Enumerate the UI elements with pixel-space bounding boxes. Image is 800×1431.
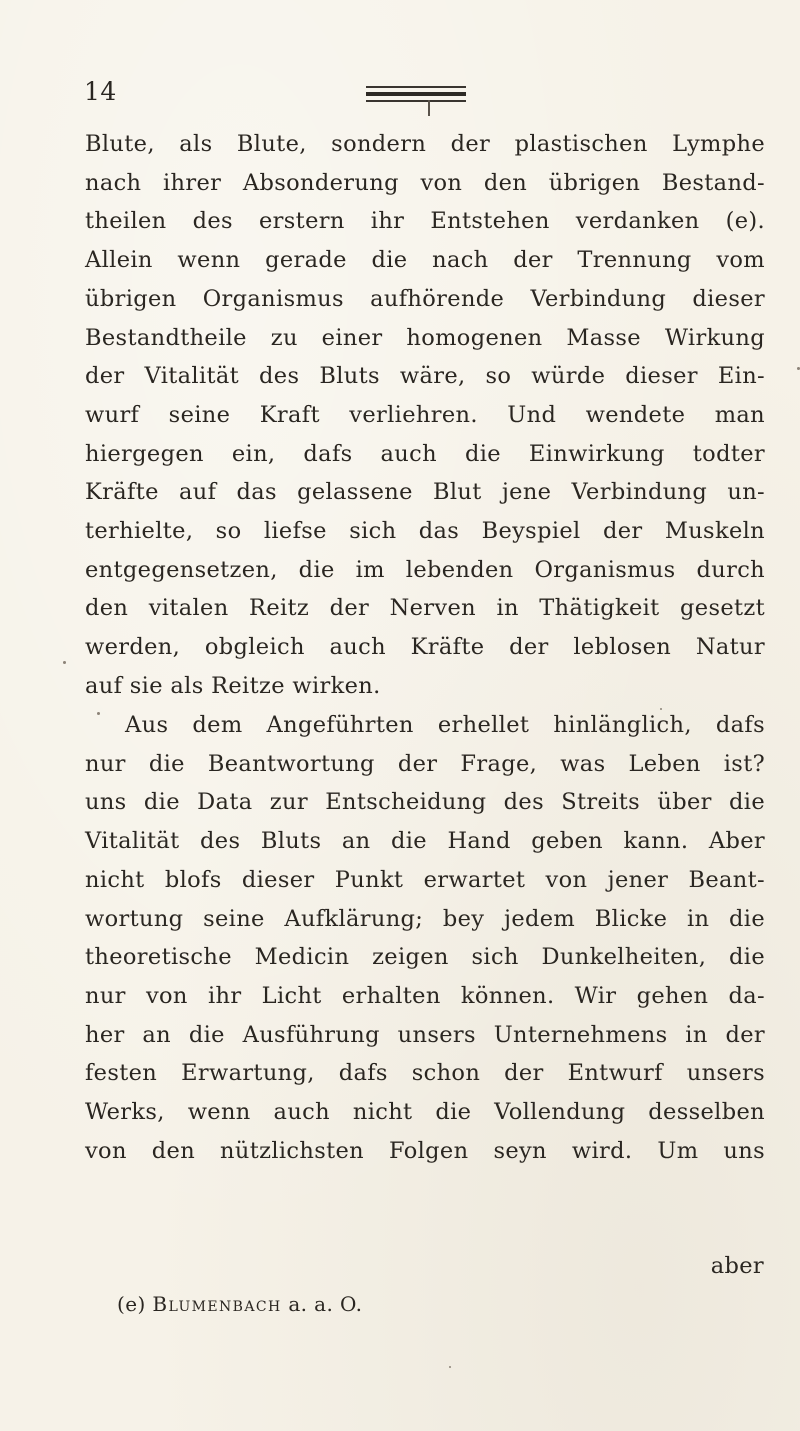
text-line: wurf seine Kraft verliehren. Und wendete man <box>85 401 765 428</box>
text-line: wortung seine Aufklärung; bey jedem Blicke in die <box>85 905 765 932</box>
text-line: der Vitalität des Bluts wäre, so würde dieser Ein- <box>85 363 765 390</box>
text-line: terhielte, so liefse sich das Beyspiel der Muskeln <box>85 518 765 544</box>
header-rule-thick <box>366 92 466 96</box>
text-line: uns die Data zur Entscheidung des Streits über die <box>85 789 765 816</box>
text-line: theoretische Medicin zeigen sich Dunkelheiten, die <box>85 944 765 971</box>
text-line: Allein wenn gerade die nach der Trennung vom <box>85 247 765 274</box>
paper-speck <box>449 1366 451 1368</box>
text-line: nur von ihr Licht erhalten können. Wir gehen da- <box>85 982 765 1009</box>
header-rule-thin-bottom <box>366 100 466 102</box>
text-line: den vitalen Reitz der Nerven in Thätigkeit gesetzt <box>85 595 765 622</box>
text-line: werden, obgleich auch Kräfte der leblosen Natur <box>85 634 765 661</box>
text-line: Kräfte auf das gelassene Blut jene Verbindung un- <box>85 479 765 506</box>
text-line: Aus dem Angeführten erhellet hinlänglich, dafs <box>125 712 765 738</box>
text-line: Blute, als Blute, sondern der plastischen Lymphe <box>85 131 765 157</box>
catchword: aber <box>710 1253 764 1279</box>
paper-speck <box>97 712 100 715</box>
footnote-author: Blumenbach <box>152 1292 282 1316</box>
paper-speck <box>660 708 662 710</box>
footnote <box>117 1289 362 1319</box>
text-line: Werks, wenn auch nicht die Vollendung desselben <box>85 1099 765 1125</box>
text-line: übrigen Organismus aufhörende Verbindung dieser <box>85 285 765 312</box>
footnote-reference: a. a. O. <box>288 1292 363 1316</box>
text-line: theilen des erstern ihr Entstehen verdanken (e). <box>85 208 765 235</box>
text-line: nach ihrer Absonderung von den übrigen Bestand- <box>85 169 765 196</box>
text-line: nicht blofs dieser Punkt erwartet von jener Beant- <box>85 866 765 893</box>
text-line: her an die Ausführung unsers Unternehmens in der <box>85 1021 765 1048</box>
text-line: Vitalität des Bluts an die Hand geben kann. Aber <box>85 828 765 855</box>
text-line: entgegensetzen, die im lebenden Organismus durch <box>85 556 765 583</box>
paper-speck <box>63 661 66 664</box>
text-line: festen Erwartung, dafs schon der Entwurf unsers <box>85 1060 765 1087</box>
footnote-marker: (e) <box>117 1292 146 1316</box>
printer-mark <box>428 100 430 116</box>
text-line: nur die Beantwortung der Frage, was Leben ist? <box>85 750 765 777</box>
text-line: auf sie als Reitze wirken. <box>85 672 381 699</box>
text-line: von den nützlichsten Folgen seyn wird. Um uns <box>85 1137 765 1164</box>
page-number: 14 <box>84 77 117 106</box>
text-line: Bestandtheile zu einer homogenen Masse Wirkung <box>85 324 765 351</box>
header-rule-thin-top <box>366 86 466 88</box>
text-line: hiergegen ein, dafs auch die Einwirkung todter <box>85 440 765 467</box>
